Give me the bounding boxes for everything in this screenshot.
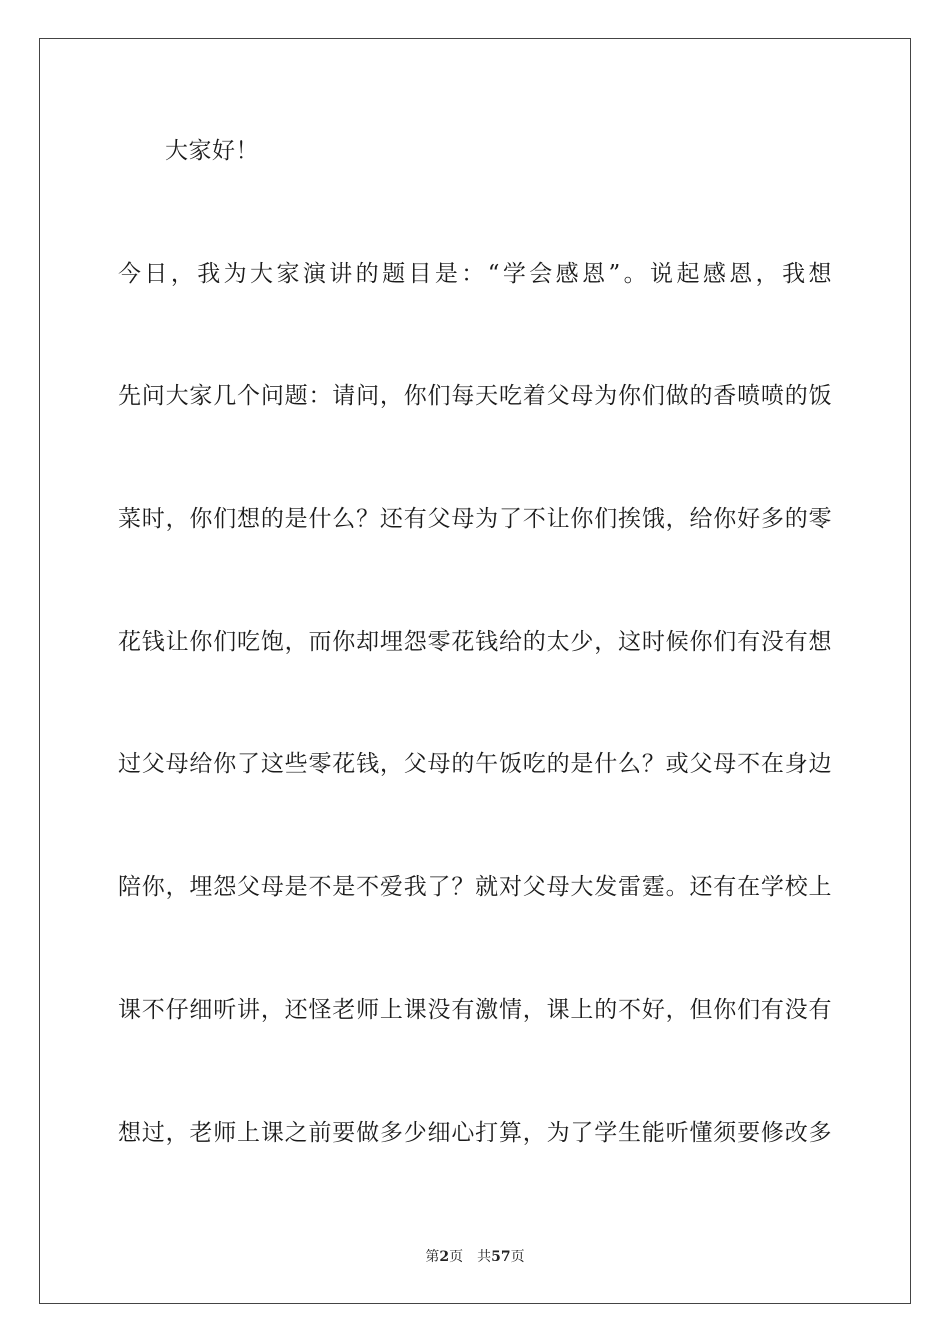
page-footer — [0, 1248, 950, 1266]
body-line-8: 想过，老师上课之前要做多少细心打算，为了学生能听懂须要修改多 — [118, 1120, 832, 1146]
page-number: 2 — [439, 1249, 450, 1265]
total-pages: 57 — [491, 1249, 511, 1265]
body-line-7: 课不仔细听讲，还怪老师上课没有激情，课上的不好，但你们有没有 — [118, 997, 832, 1023]
body-line-4: 花钱让你们吃饱，而你却埋怨零花钱给的太少，这时候你们有没有想 — [118, 629, 832, 655]
page-prefix: 第 — [425, 1249, 440, 1265]
page-suffix: 页 — [449, 1249, 464, 1265]
body-line-5: 过父母给你了这些零花钱，父母的午饭吃的是什么？或父母不在身边 — [118, 751, 832, 777]
body-line-6: 陪你，埋怨父母是不是不爱我了？就对父母大发雷霆。还有在学校上 — [118, 874, 832, 900]
page-border — [39, 38, 911, 1304]
total-suffix: 页 — [510, 1249, 525, 1265]
body-line-3: 菜时，你们想的是什么？还有父母为了不让你们挨饿，给你好多的零 — [118, 506, 832, 532]
body-line-2: 先问大家几个问题：请问，你们每天吃着父母为你们做的香喷喷的饭 — [118, 383, 832, 409]
total-prefix: 共 — [477, 1249, 492, 1265]
greeting-line: 大家好！ — [165, 138, 259, 164]
body-line-1: 今日，我为大家演讲的题目是：“学会感恩”。说起感恩，我想 — [118, 261, 832, 287]
